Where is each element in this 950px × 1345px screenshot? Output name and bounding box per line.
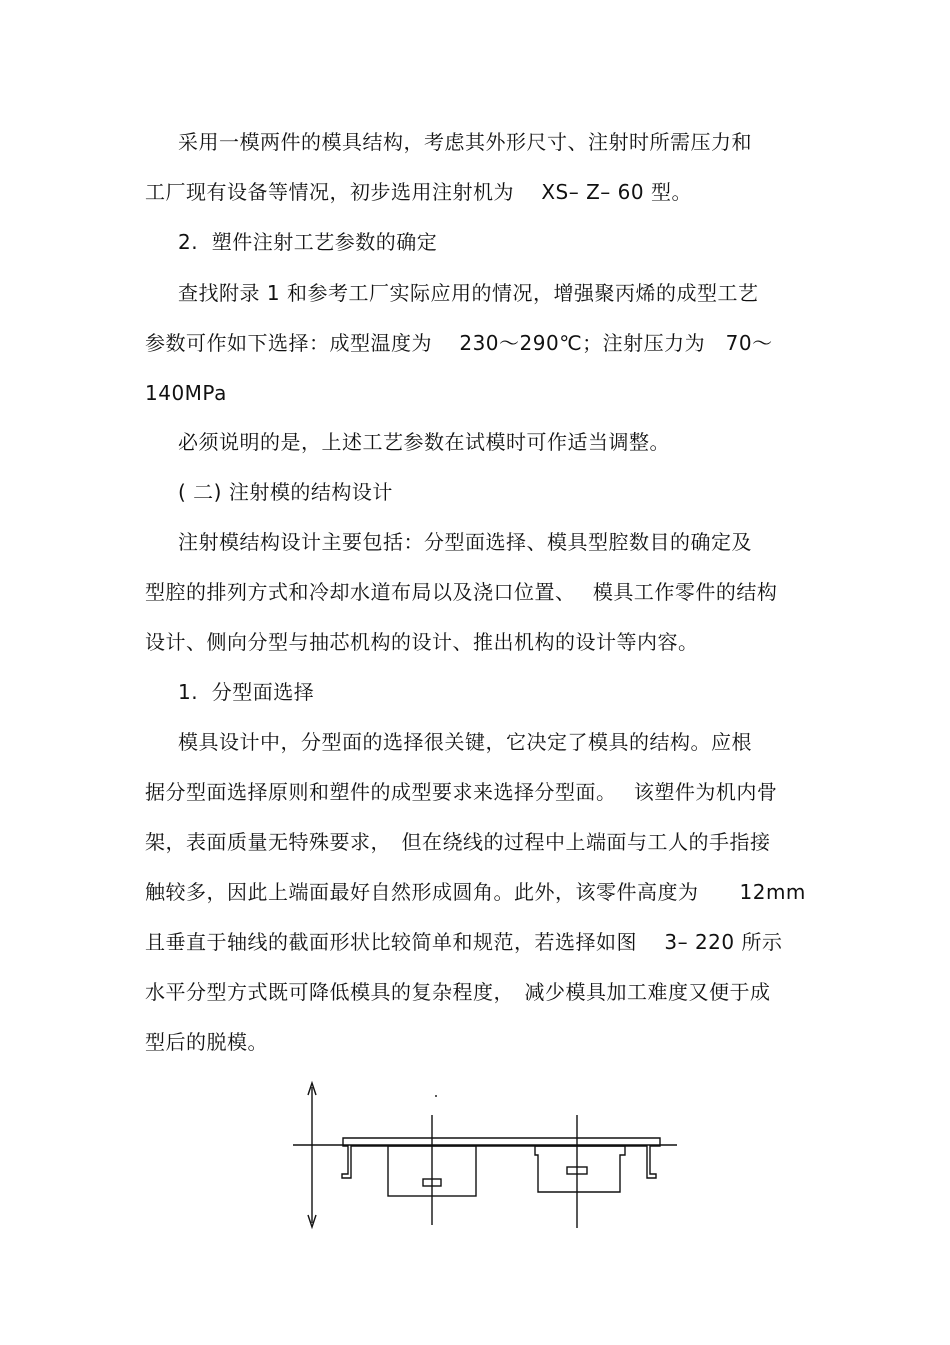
parting-surface-figure bbox=[285, 1075, 685, 1235]
paragraph-line: 采用一模两件的模具结构，考虑其外形尺寸、注射时所需压力和 bbox=[178, 130, 752, 154]
paragraph-line: 型腔的排列方式和冷却水道布局以及浇口位置、 模具工作零件的结构 bbox=[145, 580, 778, 604]
paragraph-line: 型后的脱模。 bbox=[145, 1030, 268, 1054]
right-boss bbox=[535, 1146, 625, 1192]
paragraph-line: 注射模结构设计主要包括：分型面选择、模具型腔数目的确定及 bbox=[178, 530, 752, 554]
paragraph-line: 必须说明的是，上述工艺参数在试模时可作适当调整。 bbox=[178, 430, 670, 454]
paragraph-line: 设计、侧向分型与抽芯机构的设计、推出机构的设计等内容。 bbox=[145, 630, 699, 654]
paragraph-line: 参数可作如下选择：成型温度为 230～290℃；注射压力为 70～ bbox=[145, 331, 773, 355]
section-heading: ( 二) 注射模的结构设计 bbox=[178, 480, 393, 504]
paragraph-line: 模具设计中，分型面的选择很关键，它决定了模具的结构。应根 bbox=[178, 730, 752, 754]
section-heading: 1. 分型面选择 bbox=[178, 680, 315, 704]
paragraph-line: 140MPa bbox=[145, 381, 227, 405]
section-heading: 2. 塑件注射工艺参数的确定 bbox=[178, 230, 438, 254]
paragraph-line: 水平分型方式既可降低模具的复杂程度， 减少模具加工难度又便于成 bbox=[145, 980, 771, 1004]
paragraph-line: 且垂直于轴线的截面形状比较简单和规范，若选择如图 3– 220 所示 bbox=[145, 930, 783, 954]
paragraph-line: 据分型面选择原则和塑件的成型要求来选择分型面。 该塑件为机内骨 bbox=[145, 780, 778, 804]
top-plate-outline bbox=[342, 1138, 660, 1178]
paragraph-line: 触较多，因此上端面最好自然形成圆角。此外，该零件高度为 12mm bbox=[145, 880, 806, 904]
paragraph-line: 工厂现有设备等情况，初步选用注射机为 XS– Z– 60 型。 bbox=[145, 180, 692, 204]
paragraph-line: 架，表面质量无特殊要求， 但在绕线的过程中上端面与工人的手指接 bbox=[145, 830, 771, 854]
paragraph-line: 查找附录 1 和参考工厂实际应用的情况，增强聚丙烯的成型工艺 bbox=[178, 281, 759, 305]
